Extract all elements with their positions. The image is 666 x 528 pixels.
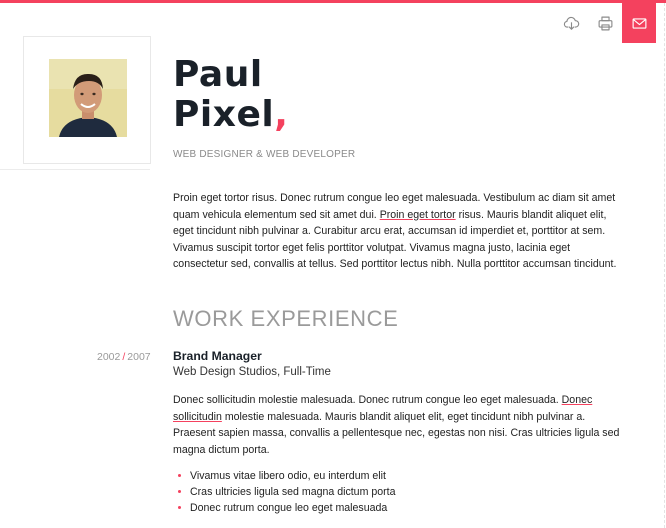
printer-icon <box>597 15 614 32</box>
section-title-work-experience: WORK EXPERIENCE <box>173 306 399 331</box>
avatar <box>49 59 127 137</box>
job-description-text-rest: molestie malesuada. Mauris blandit aliquet elit, eget tincidunt nibh pulvinar a. Praesent sapien massa, convallis a pellentesque nec, egestas non nisi. Cras ultricies ligula sed magna dictum porta. <box>173 410 620 456</box>
about-text: Proin eget tortor risus. Donec rutrum congue leo eget malesuada. Vestibulum ac diam sit amet quam vehicula elementum sed sit amet dui. <box>173 192 616 221</box>
job-role: WEB DESIGNER & WEB DEVELOPER <box>173 149 356 160</box>
divider <box>0 169 150 170</box>
toolbar <box>554 3 656 43</box>
first-name: Paul <box>173 54 263 95</box>
about-paragraph <box>173 190 621 273</box>
job-description <box>173 392 621 458</box>
about-link[interactable]: Proin eget tortor <box>379 208 456 221</box>
name-accent-comma: , <box>274 94 289 135</box>
job-highlights-list <box>178 468 396 516</box>
list-item: Cras ultricies ligula sed magna dictum porta <box>178 484 396 500</box>
email-button[interactable] <box>622 3 656 43</box>
print-button[interactable] <box>588 3 622 43</box>
envelope-icon <box>631 15 648 32</box>
cloud-download-icon <box>563 15 580 32</box>
year-start: 2002 <box>97 351 121 363</box>
list-item: Donec rutrum congue leo eget malesuada <box>178 500 396 516</box>
job-years <box>97 351 151 363</box>
download-button[interactable] <box>554 3 588 43</box>
job-company: Web Design Studios, Full-Time <box>173 366 331 378</box>
job-description-link[interactable]: Donec sollicitudin <box>173 394 593 423</box>
year-separator: / <box>122 351 126 363</box>
list-item: Vivamus vitae libero odio, eu interdum elit <box>178 468 396 484</box>
job-description-text: Donec sollicitudin molestie malesuada. Donec rutrum congue leo eget malesuada. <box>173 394 562 406</box>
year-end: 2007 <box>127 351 151 363</box>
last-name: Pixel <box>173 94 275 135</box>
about-text-rest: risus. Mauris blandit aliquet elit, eget tincidunt nibh pulvinar a. Curabitur arcu erat, accumsan id imperdiet et, porttitor at sem. Vivamus suscipit tortor eget felis porttitor volutpat. Vivamus magna justo, lacinia eget consectetur sed, convallis at tellus. Sed porttitor lectus nibh. Nulla porttitor accumsan tincidunt. <box>173 208 617 270</box>
candidate-name <box>173 55 288 135</box>
job-title: Brand Manager <box>173 349 262 363</box>
